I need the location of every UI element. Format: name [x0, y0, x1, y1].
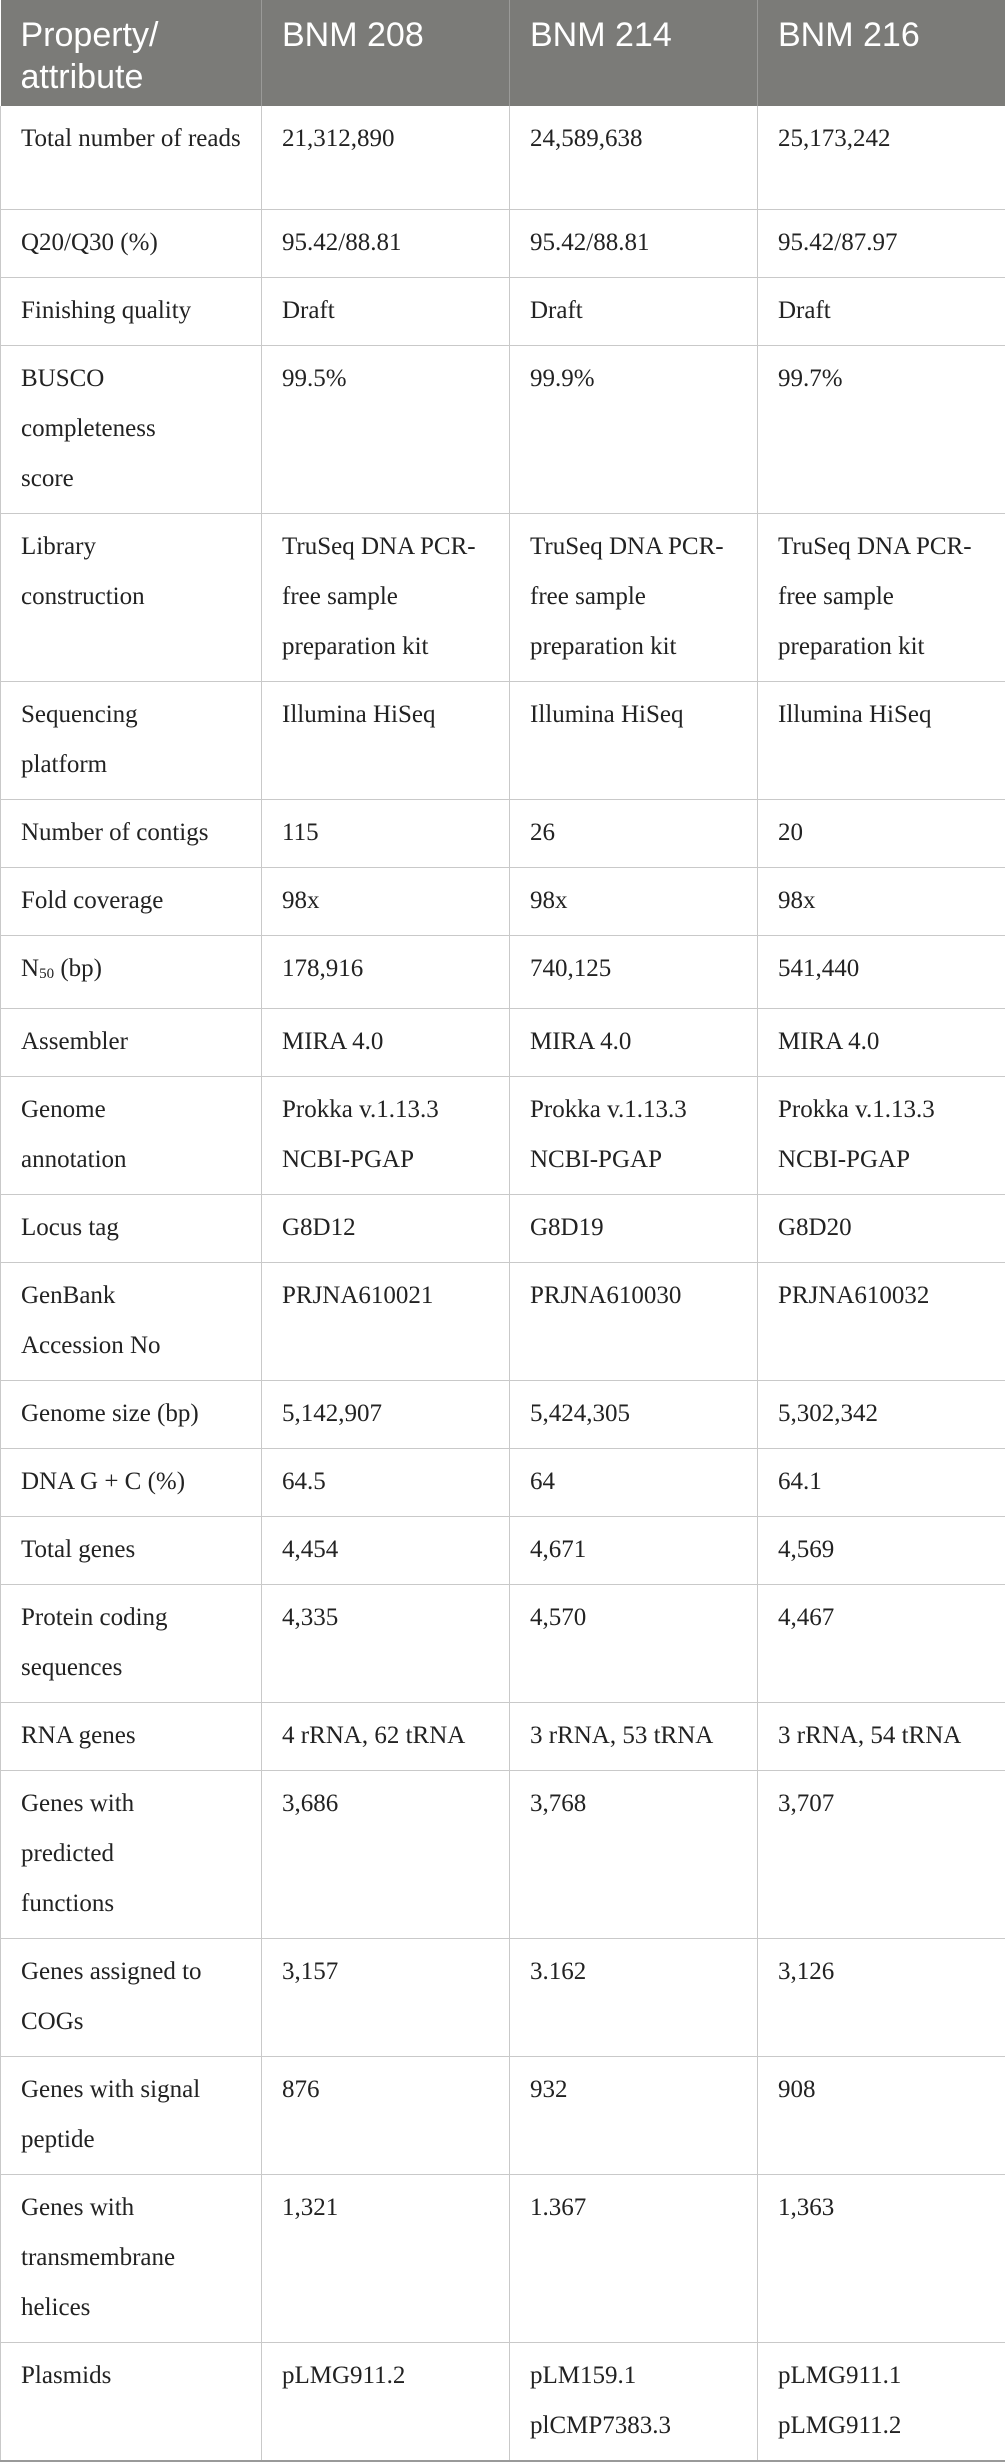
- cell-bnm-214: 3.162: [510, 1938, 758, 2056]
- table-row: [1, 799, 1005, 867]
- table-row: [1, 209, 1005, 277]
- cell-bnm-216: 3,707: [758, 1770, 1005, 1938]
- cell-bnm-216: MIRA 4.0: [758, 1008, 1005, 1076]
- row-label: BUSCO completeness score: [1, 345, 262, 513]
- row-label: Genes with signal peptide: [1, 2056, 262, 2174]
- table-row: [1, 513, 1005, 681]
- cell-bnm-214: PRJNA610030: [510, 1262, 758, 1380]
- cell-bnm-216: 99.7%: [758, 345, 1005, 513]
- table-row: [1, 935, 1005, 1008]
- table-row: [1, 1448, 1005, 1516]
- cell-bnm-216: PRJNA610032: [758, 1262, 1005, 1380]
- table-row: [1, 2174, 1005, 2342]
- cell-bnm-216: 908: [758, 2056, 1005, 2174]
- cell-bnm-208: PRJNA610021: [262, 1262, 510, 1380]
- cell-bnm-214: 3,768: [510, 1770, 758, 1938]
- annotation-pipeline: NCBI-PGAP: [530, 1135, 738, 1185]
- cell-bnm-214: 99.9%: [510, 345, 758, 513]
- table-row: [1, 1380, 1005, 1448]
- table-row: [1, 345, 1005, 513]
- n50-subscript: 50: [39, 966, 54, 982]
- row-label: Sequencing platform: [1, 681, 262, 799]
- cell-bnm-208: 4,335: [262, 1584, 510, 1702]
- cell-bnm-208: 876: [262, 2056, 510, 2174]
- row-label: Genome annotation: [1, 1076, 262, 1194]
- cell-bnm-216: 3 rRNA, 54 tRNA: [758, 1702, 1005, 1770]
- cell-bnm-214: 1.367: [510, 2174, 758, 2342]
- cell-bnm-216: 3,126: [758, 1938, 1005, 2056]
- cell-bnm-214: [510, 2342, 758, 2461]
- cell-bnm-216: 5,302,342: [758, 1380, 1005, 1448]
- cell-bnm-216: [758, 2342, 1005, 2461]
- annotation-pipeline: NCBI-PGAP: [778, 1135, 986, 1185]
- cell-bnm-214: 64: [510, 1448, 758, 1516]
- row-label: Genes with transmembrane helices: [1, 2174, 262, 2342]
- cell-bnm-216: 541,440: [758, 935, 1005, 1008]
- cell-bnm-208: 178,916: [262, 935, 510, 1008]
- row-label: Finishing quality: [1, 277, 262, 345]
- cell-bnm-216: Illumina HiSeq: [758, 681, 1005, 799]
- table-row: [1, 1938, 1005, 2056]
- cell-bnm-214: 932: [510, 2056, 758, 2174]
- plasmid-name: pLM159.1: [530, 2351, 738, 2401]
- cell-bnm-208: 1,321: [262, 2174, 510, 2342]
- row-label: Protein coding sequences: [1, 1584, 262, 1702]
- row-label: Genome size (bp): [1, 1380, 262, 1448]
- header-bnm-208: BNM 208: [262, 0, 510, 106]
- table-row: [1, 106, 1005, 209]
- row-label: Number of contigs: [1, 799, 262, 867]
- cell-bnm-214: 4,671: [510, 1516, 758, 1584]
- cell-bnm-214: MIRA 4.0: [510, 1008, 758, 1076]
- table-row: [1, 1076, 1005, 1194]
- row-label: Plasmids: [1, 2342, 262, 2461]
- cell-bnm-214: 3 rRNA, 53 tRNA: [510, 1702, 758, 1770]
- cell-bnm-208: Illumina HiSeq: [262, 681, 510, 799]
- row-label: Total genes: [1, 1516, 262, 1584]
- cell-bnm-216: 1,363: [758, 2174, 1005, 2342]
- cell-bnm-216: Draft: [758, 277, 1005, 345]
- header-bnm-216: BNM 216: [758, 0, 1005, 106]
- cell-bnm-216: 20: [758, 799, 1005, 867]
- cell-bnm-208: 4 rRNA, 62 tRNA: [262, 1702, 510, 1770]
- table-row: [1, 1702, 1005, 1770]
- cell-bnm-216: 4,467: [758, 1584, 1005, 1702]
- n50-unit: (bp): [54, 955, 102, 982]
- row-label: Genes assigned to COGs: [1, 1938, 262, 2056]
- annotation-tool: Prokka v.1.13.3: [778, 1085, 986, 1135]
- cell-bnm-208: 64.5: [262, 1448, 510, 1516]
- row-label: Assembler: [1, 1008, 262, 1076]
- cell-bnm-208: 4,454: [262, 1516, 510, 1584]
- cell-bnm-214: 740,125: [510, 935, 758, 1008]
- cell-bnm-214: 24,589,638: [510, 106, 758, 209]
- cell-bnm-208: 95.42/88.81: [262, 209, 510, 277]
- cell-bnm-216: 98x: [758, 867, 1005, 935]
- cell-bnm-208: [262, 1076, 510, 1194]
- cell-bnm-214: 4,570: [510, 1584, 758, 1702]
- table-body: [1, 106, 1005, 2461]
- cell-bnm-208: [262, 2342, 510, 2461]
- cell-bnm-216: 4,569: [758, 1516, 1005, 1584]
- table-row: [1, 1516, 1005, 1584]
- table-row: [1, 277, 1005, 345]
- cell-bnm-208: 115: [262, 799, 510, 867]
- cell-bnm-216: 64.1: [758, 1448, 1005, 1516]
- cell-bnm-216: [758, 1076, 1005, 1194]
- cell-bnm-216: TruSeq DNA PCR-free sample preparation kit: [758, 513, 1005, 681]
- cell-bnm-214: 98x: [510, 867, 758, 935]
- plasmid-name: pLMG911.1: [778, 2351, 986, 2401]
- table-row: [1, 681, 1005, 799]
- row-label: Locus tag: [1, 1194, 262, 1262]
- cell-bnm-208: 3,686: [262, 1770, 510, 1938]
- header-bnm-214: BNM 214: [510, 0, 758, 106]
- cell-bnm-208: G8D12: [262, 1194, 510, 1262]
- row-label: RNA genes: [1, 1702, 262, 1770]
- table-row: [1, 1008, 1005, 1076]
- plasmid-name: pLMG911.2: [778, 2401, 986, 2451]
- row-label: Library construction: [1, 513, 262, 681]
- row-label: GenBank Accession No: [1, 1262, 262, 1380]
- row-label: Total number of reads: [1, 106, 262, 209]
- header-row: [1, 0, 1005, 106]
- cell-bnm-214: [510, 1076, 758, 1194]
- row-label: [1, 935, 262, 1008]
- row-label: Fold coverage: [1, 867, 262, 935]
- cell-bnm-208: TruSeq DNA PCR-free sample preparation kit: [262, 513, 510, 681]
- table-row: [1, 1584, 1005, 1702]
- annotation-tool: Prokka v.1.13.3: [530, 1085, 738, 1135]
- cell-bnm-208: 3,157: [262, 1938, 510, 2056]
- table-row: [1, 2342, 1005, 2461]
- table-row: [1, 1262, 1005, 1380]
- annotation-tool: Prokka v.1.13.3: [282, 1085, 490, 1135]
- cell-bnm-214: TruSeq DNA PCR-free sample preparation kit: [510, 513, 758, 681]
- cell-bnm-216: 25,173,242: [758, 106, 1005, 209]
- table-row: [1, 1194, 1005, 1262]
- cell-bnm-216: 95.42/87.97: [758, 209, 1005, 277]
- header-property: Property/ attribute: [1, 0, 262, 106]
- cell-bnm-208: 98x: [262, 867, 510, 935]
- plasmid-name: pLMG911.2: [282, 2351, 490, 2401]
- cell-bnm-208: MIRA 4.0: [262, 1008, 510, 1076]
- cell-bnm-214: G8D19: [510, 1194, 758, 1262]
- cell-bnm-208: Draft: [262, 277, 510, 345]
- cell-bnm-214: Illumina HiSeq: [510, 681, 758, 799]
- cell-bnm-214: Draft: [510, 277, 758, 345]
- cell-bnm-216: G8D20: [758, 1194, 1005, 1262]
- cell-bnm-208: 5,142,907: [262, 1380, 510, 1448]
- annotation-pipeline: NCBI-PGAP: [282, 1135, 490, 1185]
- row-label: Q20/Q30 (%): [1, 209, 262, 277]
- cell-bnm-214: 26: [510, 799, 758, 867]
- table-row: [1, 2056, 1005, 2174]
- n50-label: N: [21, 955, 39, 982]
- plasmid-name: plCMP7383.3: [530, 2401, 738, 2451]
- row-label: DNA G + C (%): [1, 1448, 262, 1516]
- table-row: [1, 1770, 1005, 1938]
- cell-bnm-214: 95.42/88.81: [510, 209, 758, 277]
- cell-bnm-208: 99.5%: [262, 345, 510, 513]
- table-row: [1, 867, 1005, 935]
- table-header: [1, 0, 1005, 106]
- row-label: Genes with predicted functions: [1, 1770, 262, 1938]
- cell-bnm-208: 21,312,890: [262, 106, 510, 209]
- cell-bnm-214: 5,424,305: [510, 1380, 758, 1448]
